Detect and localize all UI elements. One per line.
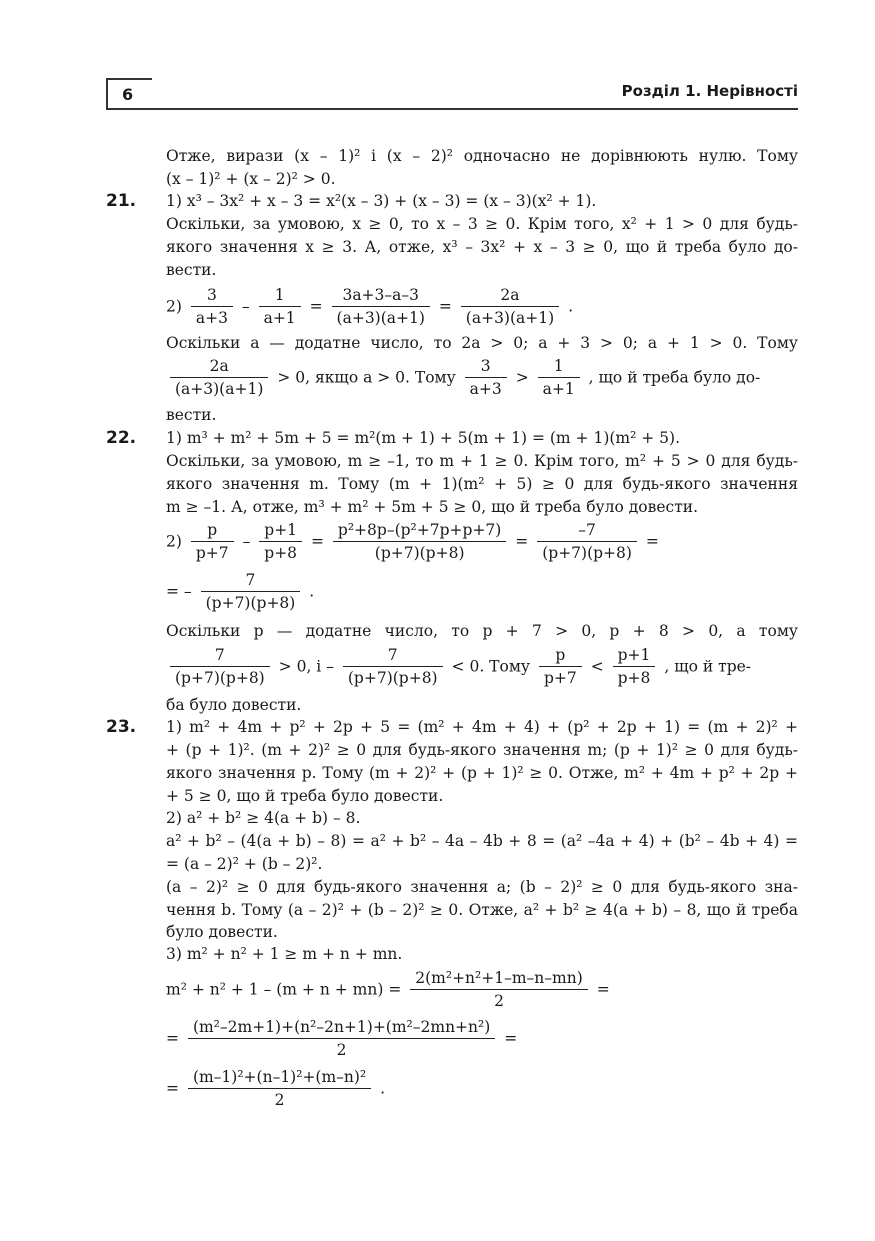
denominator: (p+7)(p+8) (542, 544, 632, 562)
numerator: 3 (191, 284, 233, 307)
fraction (170, 644, 270, 689)
text-line: + 5 ≥ 0, що й треба було довести. (166, 787, 444, 805)
problem-number: 21. (106, 191, 137, 211)
numerator: (m–1)²+(n–1)²+(m–n)² (188, 1066, 371, 1089)
formula-text: = (166, 1029, 179, 1048)
formula-text: = (504, 1029, 518, 1048)
fraction (333, 519, 506, 564)
formula-text: = (515, 532, 529, 551)
fraction (465, 355, 507, 400)
text-line: 3) m² + n² + 1 ≥ m + n + mn. (166, 945, 403, 963)
numerator: p²+8p–(p²+7p+p+7) (333, 519, 506, 542)
formula-text: > (515, 368, 529, 387)
text-line: якого значення m. Тому (m + 1)(m² + 5) ≥ 0 для будь-якого значення (166, 475, 798, 493)
numerator: 3a+3–a–3 (332, 284, 430, 307)
numerator: 7 (170, 644, 270, 667)
formula-line (166, 967, 610, 1015)
formula-text: – (241, 297, 250, 316)
numerator: (m²–2m+1)+(n²–2n+1)+(m²–2mn+n²) (188, 1016, 495, 1039)
text-line: вести. (166, 261, 217, 279)
text-line: Оскільки a — додатне число, то 2a > 0; a + 3 > 0; a + 1 > 0. Тому (166, 334, 798, 352)
formula-text: = (438, 297, 452, 316)
fraction (188, 1016, 495, 1061)
denominator: (a+3)(a+1) (465, 309, 555, 327)
text-line: m ≥ –1. А, отже, m³ + m² + 5m + 5 ≥ 0, що й треба було довести. (166, 498, 699, 516)
text-line: ба було довести. (166, 696, 302, 714)
numerator: p+1 (259, 519, 302, 542)
numerator: 7 (201, 569, 301, 592)
formula-line (166, 1066, 385, 1114)
problem-number: 22. (106, 428, 137, 448)
numerator: 1 (259, 284, 301, 307)
text-line: Оскільки, за умовою, m ≥ –1, то m + 1 ≥ 0. Крім того, m² + 5 > 0 для будь- (166, 452, 798, 470)
text-line: (a – 2)² ≥ 0 для будь-якого значення a; (b – 2)² ≥ 0 для будь-якого зна- (166, 878, 798, 896)
formula-text: < 0. Тому (451, 657, 531, 676)
fraction (191, 519, 234, 564)
fraction (613, 644, 656, 689)
fraction (332, 284, 430, 329)
fraction (188, 1066, 371, 1111)
fraction (539, 644, 582, 689)
text-line: 1) m³ + m² + 5m + 5 = m²(m + 1) + 5(m + 1) = (m + 1)(m² + 5). (166, 429, 681, 447)
text-line: + (p + 1)². (m + 2)² ≥ 0 для будь-якого значення m; (p + 1)² ≥ 0 для будь- (166, 741, 798, 759)
formula-text: 2) (166, 297, 182, 316)
text-line: 1) m² + 4m + p² + 2p + 5 = (m² + 4m + 4) + (p² + 2p + 1) = (m + 2)² + (166, 718, 798, 736)
text-line: (x – 1)² + (x – 2)² > 0. (166, 170, 336, 188)
text-line: a² + b² – (4(a + b) – 8) = a² + b² – 4a – 4b + 8 = (a² –4a + 4) + (b² – 4b + 4) = (166, 832, 798, 850)
text-line: було довести. (166, 923, 278, 941)
denominator: a+3 (195, 309, 228, 327)
text-line: 1) x³ – 3x² + x – 3 = x²(x – 3) + (x – 3) = (x – 3)(x² + 1). (166, 192, 597, 210)
denominator: (a+3)(a+1) (175, 380, 264, 398)
formula-text: 2) (166, 532, 182, 551)
numerator: p (191, 519, 234, 542)
page-header (106, 78, 798, 110)
formula-line (166, 1016, 517, 1064)
formula-line (166, 644, 751, 692)
fraction (201, 569, 301, 614)
formula-line (166, 519, 659, 567)
text-line: Отже, вирази (x – 1)² і (x – 2)² одночасно не дорівнюють нулю. Тому (166, 147, 798, 165)
denominator: (p+7)(p+8) (205, 594, 296, 612)
formula-text: . (568, 297, 574, 316)
denominator: 2 (274, 1091, 285, 1109)
formula-text: – (242, 532, 251, 551)
formula-text: = (309, 297, 323, 316)
formula-text: > 0, якщо a > 0. Тому (277, 368, 456, 387)
text-line: = (a – 2)² + (b – 2)². (166, 855, 323, 873)
formula-text: = (596, 980, 610, 999)
fraction (259, 519, 302, 564)
fraction (461, 284, 559, 329)
denominator: (p+7)(p+8) (374, 544, 465, 562)
denominator: 2 (336, 1041, 347, 1059)
formula-line (166, 284, 573, 332)
denominator: (a+3)(a+1) (336, 309, 425, 327)
numerator: 2(m²+n²+1–m–n–mn) (410, 967, 588, 990)
numerator: 2a (461, 284, 559, 307)
denominator: p+8 (617, 669, 651, 687)
text-line: Оскільки p — додатне число, то p + 7 > 0, p + 8 > 0, а тому (166, 622, 798, 640)
text-line: вести. (166, 406, 217, 424)
problem-number: 23. (106, 717, 137, 737)
fraction (537, 519, 637, 564)
formula-text: < (590, 657, 604, 676)
denominator: (p+7)(p+8) (347, 669, 438, 687)
denominator: 2 (494, 992, 504, 1010)
formula-text: , що й тре- (664, 657, 752, 676)
denominator: p+7 (543, 669, 577, 687)
numerator: –7 (537, 519, 637, 542)
page-number: 6 (106, 78, 152, 110)
fraction (259, 284, 301, 329)
numerator: 7 (343, 644, 443, 667)
fraction (343, 644, 443, 689)
denominator: p+8 (264, 544, 298, 562)
text-line: чення b. Тому (a – 2)² + (b – 2)² ≥ 0. Отже, a² + b² ≥ 4(a + b) – 8, що й треба (166, 901, 798, 919)
numerator: 1 (538, 355, 580, 378)
formula-text: . (309, 582, 315, 601)
section-title: Розділ 1. Нерівності (621, 82, 798, 100)
formula-text: . (380, 1079, 386, 1098)
fraction (410, 967, 588, 1012)
numerator: p (539, 644, 582, 667)
header-rule (106, 108, 798, 110)
text-line: Оскільки, за умовою, x ≥ 0, то x – 3 ≥ 0. Крім того, x² + 1 > 0 для будь- (166, 215, 798, 233)
denominator: p+7 (195, 544, 229, 562)
numerator: 2a (170, 355, 268, 378)
fraction (170, 355, 268, 400)
formula-text: = (645, 532, 659, 551)
numerator: p+1 (613, 644, 656, 667)
formula-text: , що й треба було до- (588, 368, 761, 387)
denominator: (p+7)(p+8) (175, 669, 265, 687)
formula-text: > 0, і – (278, 657, 334, 676)
formula-line (166, 569, 314, 617)
formula-text: = – (166, 582, 192, 601)
numerator: 3 (465, 355, 507, 378)
denominator: a+3 (469, 380, 502, 398)
text-line: якого значення x ≥ 3. А, отже, x³ – 3x² + x – 3 ≥ 0, що й треба було до- (166, 238, 798, 256)
fraction (191, 284, 233, 329)
formula-text: = (166, 1079, 179, 1098)
formula-line (166, 355, 760, 403)
denominator: a+1 (263, 309, 296, 327)
text-line: 2) a² + b² ≥ 4(a + b) – 8. (166, 809, 361, 827)
fraction (538, 355, 580, 400)
text-line: якого значення p. Тому (m + 2)² + (p + 1)² ≥ 0. Отже, m² + 4m + p² + 2p + (166, 764, 798, 782)
formula-text: = (310, 532, 324, 551)
formula-text: m² + n² + 1 – (m + n + mn) = (166, 980, 402, 999)
denominator: a+1 (542, 380, 575, 398)
